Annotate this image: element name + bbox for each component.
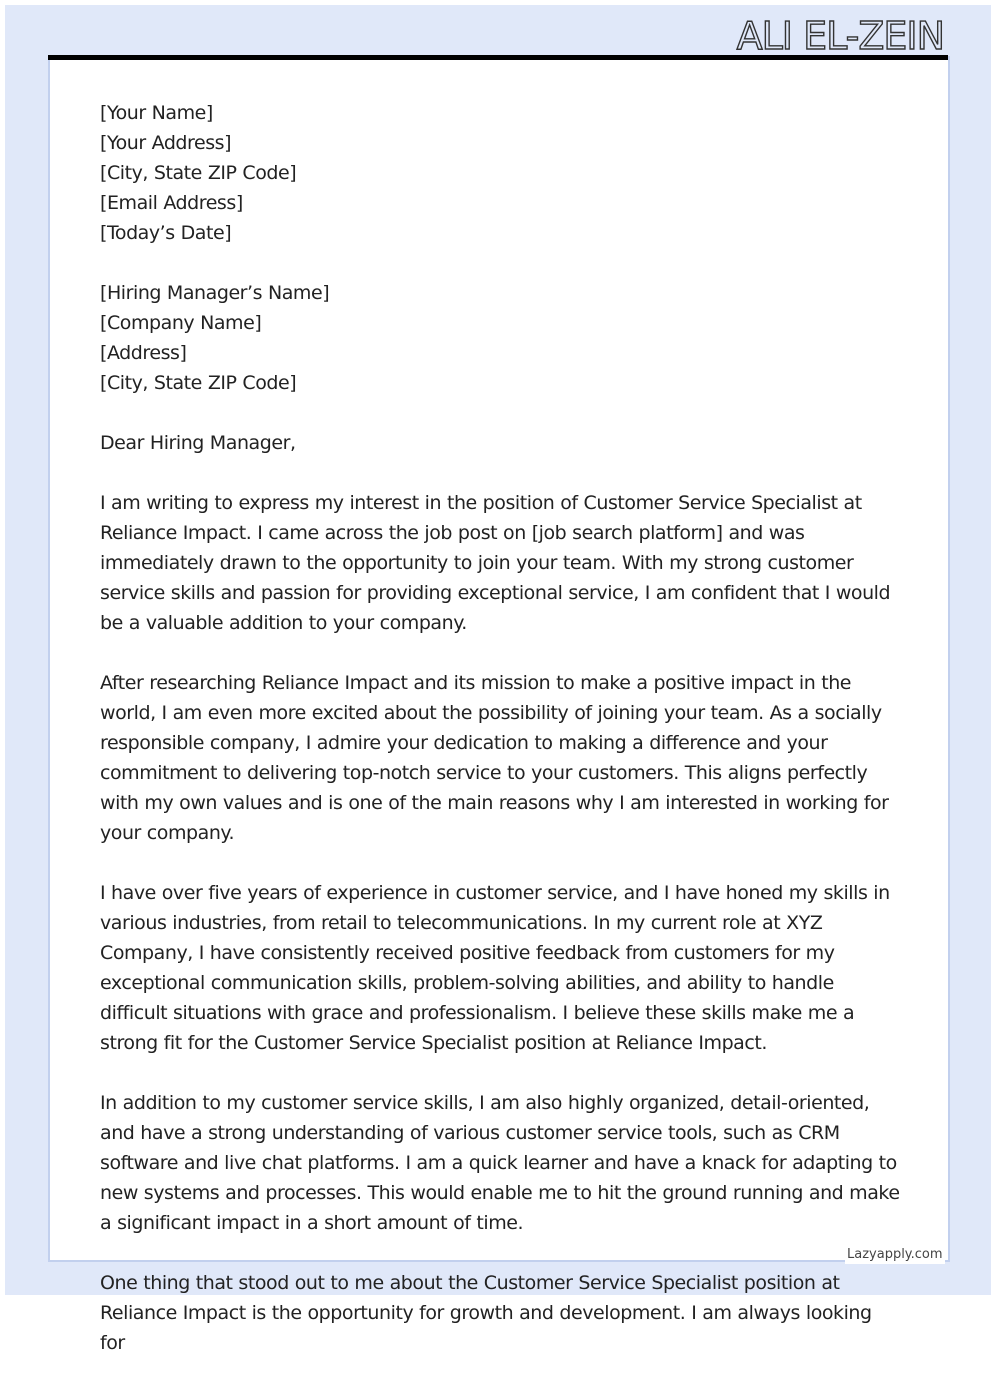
recipient-manager-name: [Hiring Manager’s Name] (100, 282, 330, 304)
paragraph-mission: After researching Reliance Impact and its mission to make a positive impact in the world, I am even more excited about the possibility of joining your team. As a socially responsible company, I admire your dedication to making a difference and your commitment to delivering top-notch service to your customers. This aligns perfectly with my own values and is one of the main reasons why I am interested in working for your company. (100, 672, 889, 844)
spacer (100, 398, 910, 428)
sender-address: [Your Address] (100, 132, 232, 154)
letter-date: [Today’s Date] (100, 222, 232, 244)
sender-email: [Email Address] (100, 192, 243, 214)
cover-letter-body (100, 98, 910, 1388)
applicant-name-header: ALI EL-ZEIN (736, 14, 944, 58)
lazyapply-watermark: Lazyapply.com (847, 1247, 943, 1262)
recipient-city-state-zip: [City, State ZIP Code] (100, 372, 297, 394)
paragraph-growth: One thing that stood out to me about the Customer Service Specialist position at Reliance Impact is the opportunity for growth and development. I am always looking for (100, 1272, 872, 1354)
recipient-address: [Address] (100, 342, 187, 364)
spacer (100, 248, 910, 278)
sender-city-state-zip: [City, State ZIP Code] (100, 162, 297, 184)
salutation: Dear Hiring Manager, (100, 432, 296, 454)
paragraph-experience: I have over five years of experience in customer service, and I have honed my skills in various industries, from retail to telecommunications. In my current role at XYZ Company, I have consistently received positive feedback from customers for my exceptional communication skills, problem-solving abilities, and ability to handle difficult situations with grace and professionalism. I believe these skills make me a strong fit for the Customer Service Specialist position at Reliance Impact. (100, 882, 890, 1054)
sender-name: [Your Name] (100, 102, 213, 124)
paragraph-skills: In addition to my customer service skills, I am also highly organized, detail-oriented, and have a strong understanding of various customer service tools, such as CRM software and live chat platforms. I am a quick learner and have a knack for adapting to new systems and processes. This would enable me to hit the ground running and make a significant impact in a short amount of time. (100, 1092, 900, 1234)
recipient-company-name: [Company Name] (100, 312, 262, 334)
paragraph-interest: I am writing to express my interest in the position of Customer Service Specialist at Reliance Impact. I came across the job post on [job search platform] and was immediately drawn to the opportunity to join your team. With my strong customer service skills and passion for providing exceptional service, I am confident that I would be a valuable addition to your company. (100, 492, 891, 634)
